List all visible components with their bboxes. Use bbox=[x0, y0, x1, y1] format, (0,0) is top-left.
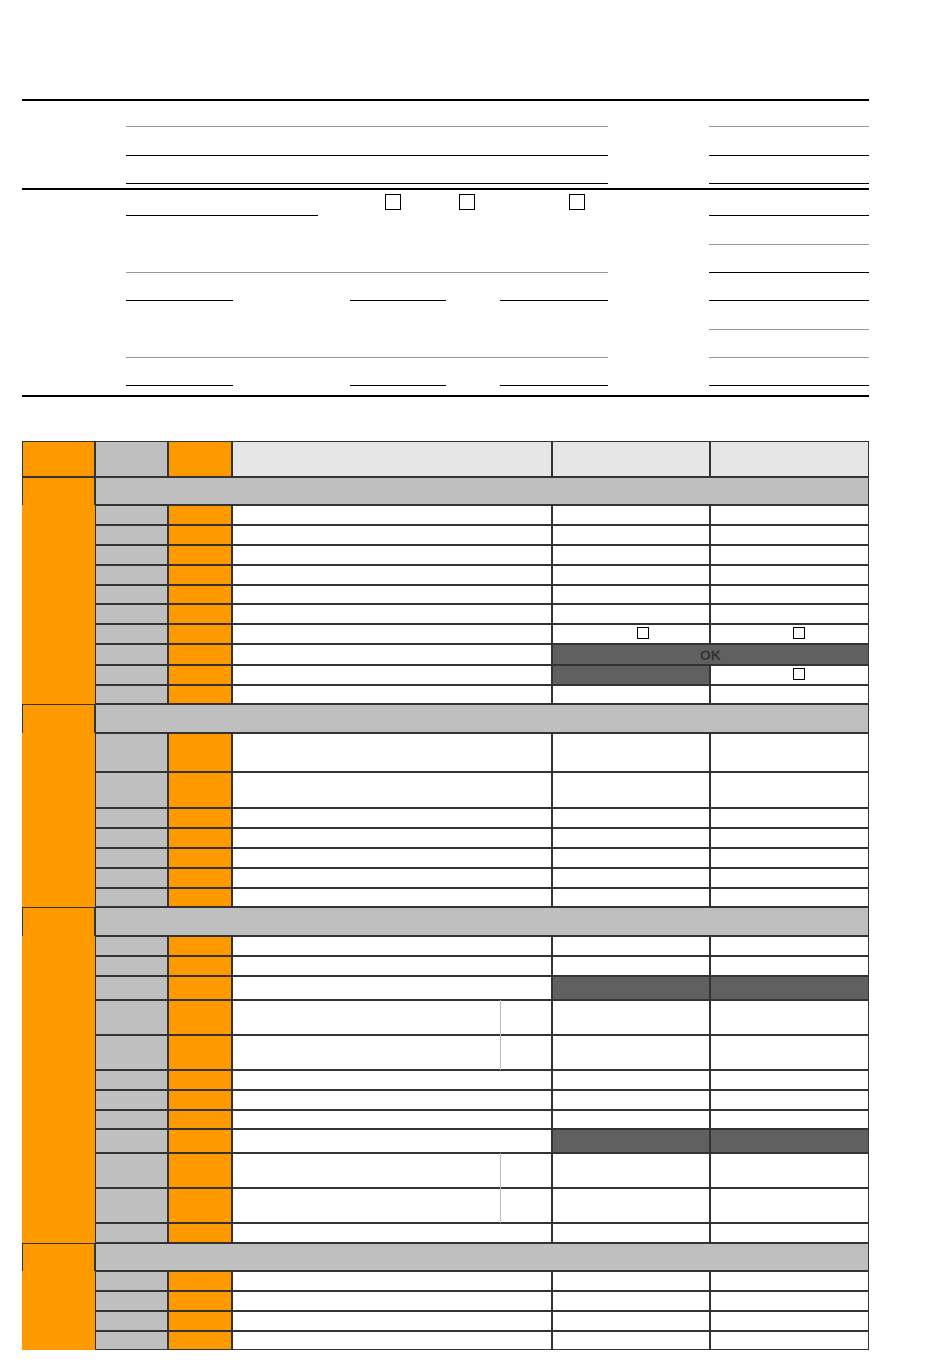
table-row-number bbox=[95, 585, 168, 604]
table-row-value-b[interactable] bbox=[710, 1291, 869, 1311]
table-row-code bbox=[168, 1311, 232, 1331]
table-row-description bbox=[232, 936, 552, 956]
section-id-subcell bbox=[22, 936, 95, 956]
table-row-number bbox=[95, 505, 168, 525]
table-row-code bbox=[168, 1129, 232, 1153]
table-row-value-b[interactable] bbox=[710, 1271, 869, 1291]
table-row-number bbox=[95, 685, 168, 704]
table-row-number bbox=[95, 604, 168, 624]
table-row-code bbox=[168, 808, 232, 828]
table-row-value-b[interactable] bbox=[710, 1153, 869, 1188]
table-row-value-a[interactable] bbox=[552, 1153, 710, 1188]
table-row-number bbox=[95, 1110, 168, 1129]
table-row-description bbox=[232, 1153, 552, 1188]
table-row-code bbox=[168, 772, 232, 808]
table-row-description bbox=[232, 772, 552, 808]
table-row-number bbox=[95, 772, 168, 808]
table-row-value-a[interactable] bbox=[552, 505, 710, 525]
table-row-value-b[interactable] bbox=[710, 665, 869, 685]
section-title-row bbox=[95, 1243, 869, 1271]
table-row-code bbox=[168, 1331, 232, 1350]
table-row-code bbox=[168, 1291, 232, 1311]
inner-divider bbox=[500, 1188, 501, 1223]
table-row-value-a[interactable] bbox=[552, 1000, 710, 1035]
table-row-value-a[interactable] bbox=[552, 1271, 710, 1291]
table-row-value-a[interactable] bbox=[552, 1070, 710, 1090]
table-row-description bbox=[232, 585, 552, 604]
table-row-number bbox=[95, 644, 168, 665]
table-row-code bbox=[168, 1188, 232, 1223]
inner-divider bbox=[500, 1000, 501, 1035]
table-row-code bbox=[168, 1070, 232, 1090]
status-dark-cell bbox=[552, 976, 710, 1000]
table-row-number bbox=[95, 1291, 168, 1311]
table-row-description bbox=[232, 1129, 552, 1153]
table-row-value-b[interactable] bbox=[710, 604, 869, 624]
table-row-value-a[interactable] bbox=[552, 1223, 710, 1243]
table-row-value-a[interactable] bbox=[552, 1090, 710, 1110]
table-row-code bbox=[168, 604, 232, 624]
table-row-value-a[interactable] bbox=[552, 888, 710, 907]
table-row-value-a[interactable] bbox=[552, 733, 710, 772]
table-row-value-b[interactable] bbox=[710, 772, 869, 808]
table-row-value-b[interactable] bbox=[710, 1035, 869, 1070]
section-title-row bbox=[95, 907, 869, 936]
table-header-cell bbox=[22, 441, 95, 477]
table-row-code bbox=[168, 565, 232, 585]
table-row-description bbox=[232, 1035, 552, 1070]
table-row-number bbox=[95, 828, 168, 848]
table-row-number bbox=[95, 1271, 168, 1291]
table-header-cell bbox=[95, 441, 168, 477]
table-row-value-a[interactable] bbox=[552, 1291, 710, 1311]
table-row-description bbox=[232, 1000, 552, 1035]
table-row-value-b[interactable] bbox=[710, 565, 869, 585]
table-row-number bbox=[95, 956, 168, 976]
status-dark-cell bbox=[552, 665, 710, 685]
table-row-code bbox=[168, 1090, 232, 1110]
table-row-code bbox=[168, 733, 232, 772]
table-row-number bbox=[95, 565, 168, 585]
table-row-value-a[interactable] bbox=[552, 808, 710, 828]
table-row-value-a[interactable] bbox=[552, 828, 710, 848]
table-row-value-b[interactable] bbox=[710, 868, 869, 888]
table-row-number bbox=[95, 1070, 168, 1090]
table-row-code bbox=[168, 1153, 232, 1188]
section-id-subcell bbox=[22, 848, 95, 868]
section-id-subcell bbox=[22, 733, 95, 772]
section-title-row bbox=[95, 477, 869, 505]
row-checkbox-b[interactable] bbox=[793, 627, 805, 639]
table-header-cell bbox=[552, 441, 710, 477]
table-row-code bbox=[168, 685, 232, 704]
table-row-description bbox=[232, 505, 552, 525]
table-row-description bbox=[232, 868, 552, 888]
table-row-value-b[interactable] bbox=[710, 525, 869, 545]
table-row-description bbox=[232, 624, 552, 644]
table-row-value-b[interactable] bbox=[710, 1000, 869, 1035]
section-id-subcell bbox=[22, 545, 95, 585]
table-row-description bbox=[232, 1070, 552, 1090]
table-row-description bbox=[232, 1331, 552, 1350]
table-row-value-b[interactable] bbox=[710, 733, 869, 772]
section-id-subcell bbox=[22, 685, 95, 704]
table-row-value-a[interactable] bbox=[552, 565, 710, 585]
table-row-value-a[interactable] bbox=[552, 848, 710, 868]
section-id-subcell bbox=[22, 956, 95, 976]
section-id-subcell bbox=[22, 888, 95, 907]
table-row-description bbox=[232, 1110, 552, 1129]
table-row-description bbox=[232, 644, 552, 665]
table-header-cell bbox=[168, 441, 232, 477]
table-row-value-b[interactable] bbox=[710, 1188, 869, 1223]
table-row-number bbox=[95, 1035, 168, 1070]
table-row-description bbox=[232, 888, 552, 907]
section-id-subcell bbox=[22, 1331, 95, 1350]
table-row-value-b[interactable] bbox=[710, 936, 869, 956]
table-row-number bbox=[95, 545, 168, 565]
table-row-description bbox=[232, 808, 552, 828]
table-row-description bbox=[232, 525, 552, 545]
table-row-value-a[interactable] bbox=[552, 956, 710, 976]
table-header-cell bbox=[710, 441, 869, 477]
status-dark-cell bbox=[710, 1129, 869, 1153]
table-row-code bbox=[168, 848, 232, 868]
table-row-value-b[interactable] bbox=[710, 585, 869, 604]
table-row-code bbox=[168, 1035, 232, 1070]
table-row-number bbox=[95, 936, 168, 956]
section-id-subcell bbox=[22, 1129, 95, 1188]
table-row-code bbox=[168, 665, 232, 685]
status-ok-label: OK bbox=[700, 647, 721, 663]
table-row-code bbox=[168, 828, 232, 848]
table-row-code bbox=[168, 505, 232, 525]
table-row-number bbox=[95, 976, 168, 1000]
section-id-subcell bbox=[22, 976, 95, 1035]
table-row-description bbox=[232, 1311, 552, 1331]
table-row-number bbox=[95, 1153, 168, 1188]
table-row-value-b[interactable] bbox=[710, 505, 869, 525]
table-row-number bbox=[95, 848, 168, 868]
table-row-description bbox=[232, 1271, 552, 1291]
table-row-value-a[interactable] bbox=[552, 545, 710, 565]
table-row-value-b[interactable] bbox=[710, 888, 869, 907]
table-row-description bbox=[232, 665, 552, 685]
table-row-description bbox=[232, 1291, 552, 1311]
table-row-description bbox=[232, 956, 552, 976]
section-id-subcell bbox=[22, 585, 95, 624]
section-id-subcell bbox=[22, 1223, 95, 1243]
section-title-row bbox=[95, 704, 869, 733]
section-id-subcell bbox=[22, 1035, 95, 1070]
table-row-description bbox=[232, 976, 552, 1000]
table-row-value-b[interactable] bbox=[710, 685, 869, 704]
table-row-code bbox=[168, 1223, 232, 1243]
section-id-subcell bbox=[22, 1070, 95, 1090]
table-row-number bbox=[95, 1000, 168, 1035]
section-id-subcell bbox=[22, 1291, 95, 1311]
table-row-number bbox=[95, 808, 168, 828]
row-checkbox-a[interactable] bbox=[637, 627, 649, 639]
table-row-value-b[interactable] bbox=[710, 1223, 869, 1243]
table-row-number bbox=[95, 733, 168, 772]
table-row-value-a[interactable] bbox=[552, 868, 710, 888]
table-row-value-a[interactable] bbox=[552, 585, 710, 604]
section-id-subcell bbox=[22, 828, 95, 848]
table-row-description bbox=[232, 733, 552, 772]
table-row-code bbox=[168, 545, 232, 565]
table-row-number bbox=[95, 1331, 168, 1350]
table-row-code bbox=[168, 624, 232, 644]
table-row-value-b[interactable] bbox=[710, 956, 869, 976]
table-row-code bbox=[168, 976, 232, 1000]
table-row-value-b[interactable] bbox=[710, 624, 869, 644]
status-dark-cell bbox=[552, 1129, 710, 1153]
table-row-number bbox=[95, 624, 168, 644]
table-row-description bbox=[232, 848, 552, 868]
table-row-value-a[interactable] bbox=[552, 1110, 710, 1129]
table-row-value-a[interactable] bbox=[552, 624, 710, 644]
table-row-number bbox=[95, 665, 168, 685]
table-row-value-b[interactable] bbox=[710, 1070, 869, 1090]
section-id-subcell bbox=[22, 772, 95, 808]
table-row-value-b[interactable] bbox=[710, 808, 869, 828]
section-id-subcell bbox=[22, 1188, 95, 1223]
table-row-value-a[interactable] bbox=[552, 1311, 710, 1331]
table-row-number bbox=[95, 525, 168, 545]
table-row-number bbox=[95, 888, 168, 907]
table-row-number bbox=[95, 1129, 168, 1153]
table-row-code bbox=[168, 525, 232, 545]
table-row-code bbox=[168, 956, 232, 976]
table-row-value-a[interactable] bbox=[552, 604, 710, 624]
table-row-value-a[interactable] bbox=[552, 772, 710, 808]
table-row-value-b[interactable] bbox=[710, 545, 869, 565]
table-row-value-b[interactable] bbox=[710, 828, 869, 848]
table-row-code bbox=[168, 1271, 232, 1291]
table-row-number bbox=[95, 868, 168, 888]
section-id-subcell bbox=[22, 505, 95, 545]
table-row-value-b[interactable] bbox=[710, 1311, 869, 1331]
section-id-subcell bbox=[22, 868, 95, 888]
table-row-value-b[interactable] bbox=[710, 848, 869, 868]
table-row-description bbox=[232, 1188, 552, 1223]
inner-divider bbox=[500, 1153, 501, 1188]
table-row-value-a[interactable] bbox=[552, 936, 710, 956]
table-row-code bbox=[168, 644, 232, 665]
table-row-code bbox=[168, 868, 232, 888]
section-id-subcell bbox=[22, 1271, 95, 1291]
table-row-description bbox=[232, 828, 552, 848]
table-row-value-b[interactable] bbox=[710, 1090, 869, 1110]
table-row-number bbox=[95, 1223, 168, 1243]
table-row-value-a[interactable] bbox=[552, 1035, 710, 1070]
table-row-code bbox=[168, 936, 232, 956]
section-id-subcell bbox=[22, 808, 95, 828]
table-row-description bbox=[232, 604, 552, 624]
table-row-code bbox=[168, 1110, 232, 1129]
table-row-value-a[interactable] bbox=[552, 1331, 710, 1350]
section-id-subcell bbox=[22, 624, 95, 685]
section-id-subcell bbox=[22, 1090, 95, 1110]
table-row-code bbox=[168, 585, 232, 604]
table-row-description bbox=[232, 1223, 552, 1243]
section-id-subcell bbox=[22, 1311, 95, 1331]
table-row-number bbox=[95, 1311, 168, 1331]
table-row-number bbox=[95, 1188, 168, 1223]
table-row-value-a[interactable] bbox=[552, 525, 710, 545]
section-id-subcell bbox=[22, 1110, 95, 1129]
table-row-description bbox=[232, 545, 552, 565]
table-row-number bbox=[95, 1090, 168, 1110]
table-row-description bbox=[232, 685, 552, 704]
status-dark-cell bbox=[710, 976, 869, 1000]
table-row-description bbox=[232, 565, 552, 585]
table-row-value-b[interactable] bbox=[710, 1110, 869, 1129]
table-row-code bbox=[168, 888, 232, 907]
table-row-value-a[interactable] bbox=[552, 685, 710, 704]
table-row-value-a[interactable] bbox=[552, 1188, 710, 1223]
table-row-code bbox=[168, 1000, 232, 1035]
inner-divider bbox=[500, 1035, 501, 1070]
table-row-description bbox=[232, 1090, 552, 1110]
table-row-value-b[interactable] bbox=[710, 1331, 869, 1350]
table-header-cell bbox=[232, 441, 552, 477]
row-checkbox-c[interactable] bbox=[793, 668, 805, 680]
